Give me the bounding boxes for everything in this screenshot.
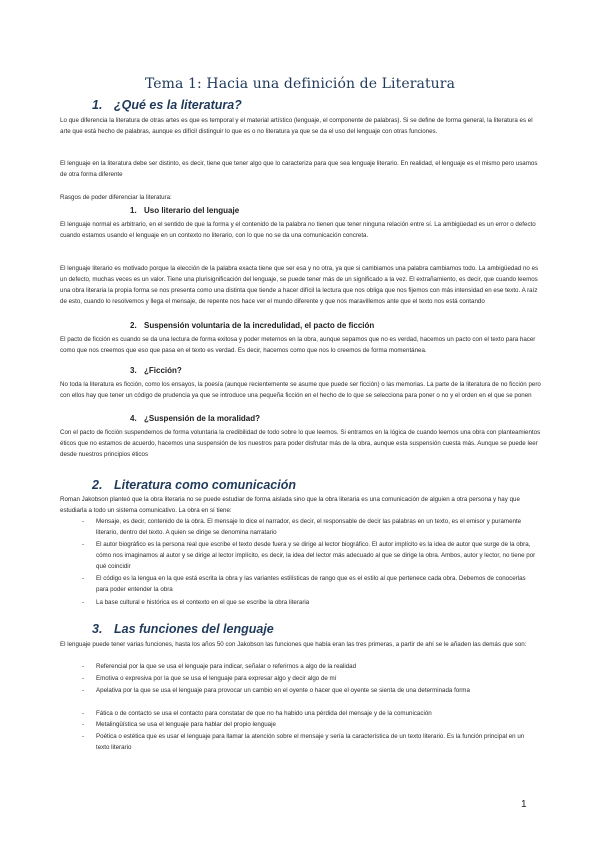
s1-sub1-title: Uso literario del lenguaje [144, 206, 240, 215]
s2-list-item-text: El código es la lengua en la que está escrita la obra y las variantes estilísticas de rango que es el estilo al que pertenece cada obra. Debemos de conocerlas para poder entender la obra [96, 575, 526, 593]
s1-paragraph-6: El pacto de ficción es cuando se da una lectura de forma exitosa y poder meternos en la obra, aunque sepamos que no es verdad, hacemos un pacto con el texto para hacer como que nos creemos que eso que pasa en el texto es verdad. Es decir, hacemos como que nos lo creemos de forma momentánea. [60, 336, 536, 354]
s1-subheading-3 [130, 366, 182, 375]
bullet-dash-icon: - [82, 599, 85, 606]
s2-paragraph-1: Roman Jakobson planteó que la obra literaria no se puede estudiar de forma aislada sino que la obra literaria es una comunicación de alguien a otra persona y hay que estudiarla a todo un sistema comunicativo. La obra en sí tiene: [60, 496, 520, 514]
s2-list-item [82, 573, 536, 595]
bullet-dash-icon: - [82, 687, 85, 694]
bullet-dash-icon: - [82, 721, 85, 728]
s1-paragraph-7: No toda la literatura es ficción, como los ensayos, la poesía (aunque recientemente se asume que puede ser ficción) o las memorias. La parte de la literatura de no ficción pero con ellos hay que tener un código de prudencia ya que se introduce una pequeña ficción en el hecho de lo que se selecciona para poner o no y el orden en el que se ponen [60, 381, 541, 399]
s3-paragraph-1: El lenguaje puede tener varias funciones, hasta los años 50 con Jakobson las funciones que había eran las tres primeras, a partir de ahí se le añaden las demás que son: [60, 641, 527, 648]
s3-list-item-text: Emotiva o expresiva por la que se usa el lenguaje para expresar algo y decir algo de mí [96, 675, 337, 682]
s3-list-item-text: Fática o de contacto se usa el contacto para constatar de que no ha habido una pérdida del mensaje y de la comunicación [96, 710, 432, 717]
bullet-dash-icon: - [82, 663, 85, 670]
s1-subheading-2 [130, 321, 374, 330]
s3-list-item [82, 673, 536, 684]
s3-list-item [82, 708, 536, 719]
bullet-dash-icon: - [82, 675, 85, 682]
s1-paragraph-3: Rasgos de poder diferenciar la literatura: [60, 194, 172, 201]
s3-list-item-text: Metalingüística se usa el lenguaje para hablar del propio lenguaje [96, 721, 276, 728]
bullet-dash-icon: - [82, 733, 85, 740]
s2-list-item-text: El autor biográfico es la persona real que escribe el texto desde fuera y se dirige al lector biográfico. El autor implícito es la idea de autor que surge de la obra, cómo nos imaginamos al autor y se dirige al lector implícito, es decir, la idea del lector más adecuado al que se dirige la obra. Ambos, autor y lector, no tiene por qué coincidir [96, 541, 536, 570]
s3-list-item-text: Apelativa por la que se usa el lenguaje para provocar un cambio en el oyente o hacer que el oyente se sienta de una determinada forma [96, 687, 470, 694]
section-3-heading [92, 622, 274, 636]
s1-sub3-title: ¿Ficción? [144, 366, 182, 375]
section-3-number: 3. [92, 622, 103, 636]
s1-paragraph-1: Lo que diferencia la literatura de otras artes es que es temporal y el material artístico (lenguaje, el componente de palabras). Si se define de forma general, la literatura es el arte que está hecho de palabras, aunque es difícil distinguir lo que es o no literatura ya que se da el uso del lenguaje con otras funciones. [60, 117, 533, 135]
s2-list-item [82, 516, 536, 538]
s1-paragraph-5: El lenguaje literario es motivado porque la elección de la palabra exacta tiene que ser esa y no otra, ya que si cambiamos una palabra cambiamos todo. La ambigüedad no es un defecto, muchas veces es un valor. Tiene una plurisignificación del lenguaje, se puede tener más de un significado a la vez. El extrañamiento, es decir, que cuando leemos una obra literaria la propia forma se nos presenta como una distinta que tiende a hacer difícil la lectura que nos obliga que nos fijemos con más intensidad en ese texto. A raíz de esto, cuando lo resolvemos y llega el mensaje, de repente nos hace ver el mundo diferente y que nos maravillemos ante que el texto nos está contando [60, 265, 539, 305]
s1-paragraph-4: El lenguaje normal es arbitrario, en el sentido de que la forma y el contenido de la palabra no tienen que tener ninguna relación entre sí. La ambigüedad es un error o defecto cuando estamos usando el lenguaje en un contexto no literario, con lo que no se da una comunicación concreta. [60, 221, 536, 239]
document-title: Tema 1: Hacia una definición de Literatura [144, 76, 456, 92]
section-1-number: 1. [92, 98, 103, 112]
s1-sub3-number: 3. [130, 366, 137, 375]
s1-sub4-number: 4. [130, 414, 137, 423]
bullet-dash-icon: - [82, 541, 85, 548]
bullet-dash-icon: - [82, 575, 85, 582]
s1-sub1-number: 1. [130, 206, 137, 215]
page-number: 1 [521, 799, 527, 810]
s3-list-item-text: Poética o estética que es usar el lenguaje para llamar la atención sobre el mensaje y sería la característica de un texto literario. Es la función principal en un texto literario [96, 733, 525, 751]
section-2-heading [92, 478, 296, 492]
section-2-number: 2. [92, 478, 103, 492]
s3-list-item-text: Referencial por la que se usa el lenguaje para indicar, señalar o referirnos a algo de la realidad [96, 663, 357, 670]
s3-list-item [82, 685, 536, 696]
s2-list-item [82, 597, 536, 608]
s2-list-item-text: La base cultural e histórica es el contexto en el que se escribe la obra literaria [96, 599, 310, 606]
section-3-title: Las funciones del lenguaje [114, 622, 274, 636]
s3-list-item [82, 661, 536, 672]
s1-subheading-4 [130, 414, 260, 423]
bullet-dash-icon: - [82, 518, 85, 525]
bullet-dash-icon: - [82, 710, 85, 717]
section-1-heading [92, 98, 242, 112]
s1-paragraph-8: Con el pacto de ficción suspendemos de forma voluntaria la credibilidad de todo sobre lo que leemos. Si entramos en la lógica de cuando leemos una obra con planteamientos éticos que no estamos de acuerdo, hacemos una suspensión de los nuestros para poder disfrutar más de la obra, aunque esta suspensión cuesta más. Aunque se puede leer desde nuestros principios éticos [60, 429, 541, 458]
s1-subheading-1 [130, 206, 239, 215]
s3-list-item [82, 719, 536, 730]
s1-sub2-title: Suspensión voluntaria de la incredulidad, el pacto de ficción [144, 321, 375, 330]
section-1-title: ¿Qué es la literatura? [114, 98, 242, 112]
s2-list-item-text: Mensaje, es decir, contenido de la obra. El mensaje lo dice el narrador, es decir, el responsable de decir las palabras en un texto, es el emisor y puramente literario, dentro del texto. A quien se dirige se denomina narratario [96, 518, 522, 536]
s3-list-item [82, 731, 536, 753]
section-2-title: Literatura como comunicación [114, 478, 296, 492]
s1-paragraph-2: El lenguaje en la literatura debe ser distinto, es decir, tiene que tener algo que lo caracteriza para que sea lenguaje literario. En realidad, el lenguaje es el mismo pero usamos de otra forma diferente [60, 160, 538, 178]
s1-sub2-number: 2. [130, 321, 137, 330]
s1-sub4-title: ¿Suspensión de la moralidad? [144, 414, 261, 423]
s2-list-item [82, 539, 536, 572]
